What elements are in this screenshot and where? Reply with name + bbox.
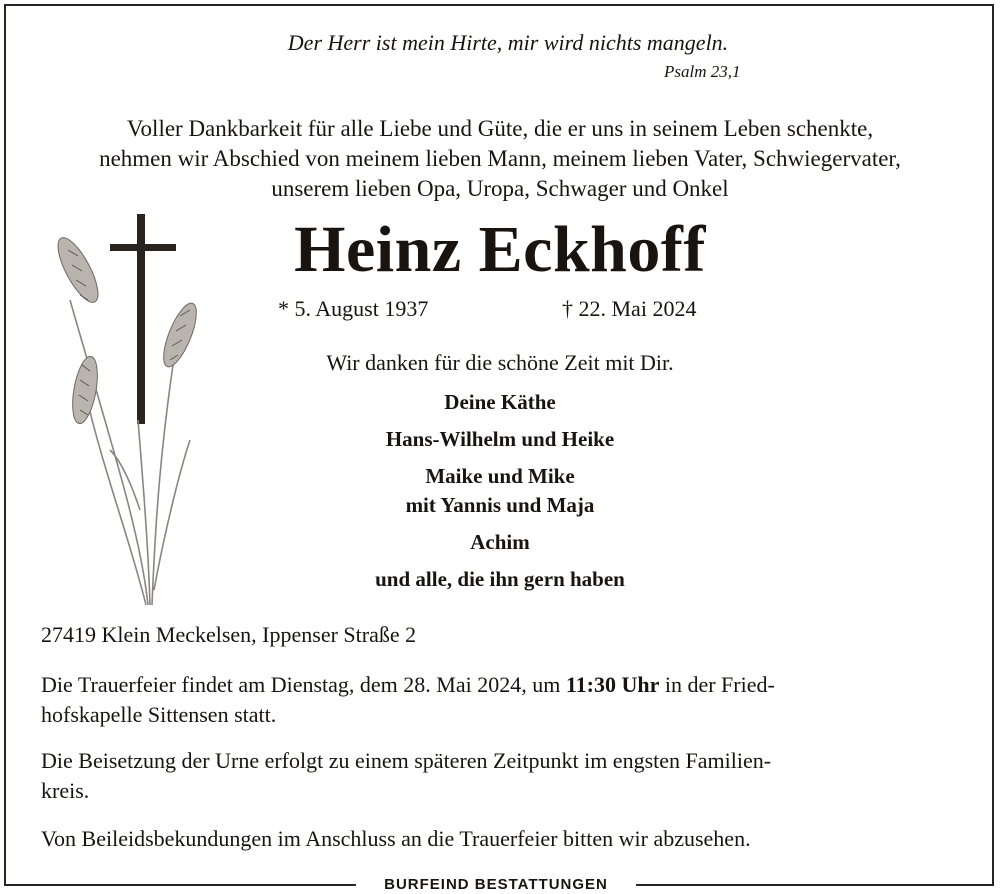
ceremony-line2: hofskapelle Sittensen statt. bbox=[41, 702, 277, 727]
burial-line1: Die Beisetzung der Urne erfolgt zu einem späteren Zeitpunkt im engsten Familien- bbox=[41, 748, 772, 773]
bible-motto: Der Herr ist mein Hirte, mir wird nichts mangeln. bbox=[287, 30, 729, 55]
ceremony-time: 11:30 Uhr bbox=[565, 672, 660, 697]
cross-icon bbox=[110, 214, 176, 424]
intro-line: nehmen wir Abschied von meinem lieben Mann, meinem lieben Vater, Schwiegervater, bbox=[99, 146, 901, 171]
cross-wheat-decoration bbox=[30, 210, 220, 610]
ceremony-info bbox=[41, 670, 921, 730]
funeral-home-logo: BURFEIND BESTATTUNGEN bbox=[384, 876, 608, 893]
burial-info bbox=[41, 746, 921, 806]
mourners-list bbox=[260, 388, 740, 594]
intro-line: Voller Dankbarkeit für alle Liebe und Güte, die er uns in seinem Leben schenkte, bbox=[126, 116, 874, 141]
condolence-note: Von Beileidsbekundungen im Anschluss an die Trauerfeier bitten wir abzusehen. bbox=[41, 826, 751, 851]
psalm-reference: Psalm 23,1 bbox=[664, 62, 741, 81]
thanks-line: Wir danken für die schöne Zeit mit Dir. bbox=[326, 350, 674, 375]
ceremony-text-cont: in der Fried- bbox=[659, 672, 775, 697]
intro-line: unserem lieben Opa, Uropa, Schwager und Onkel bbox=[271, 176, 729, 201]
mourner-entry: Deine Käthe bbox=[444, 390, 556, 414]
mourner-entry: und alle, die ihn gern haben bbox=[375, 567, 625, 591]
mourner-entry: Achim bbox=[470, 530, 530, 554]
death-date: † 22. Mai 2024 bbox=[562, 296, 697, 321]
birth-date: * 5. August 1937 bbox=[278, 296, 429, 321]
burial-line2: kreis. bbox=[41, 778, 90, 803]
intro-text bbox=[0, 114, 1000, 204]
mourner-entry: mit Yannis und Maja bbox=[405, 493, 595, 517]
deceased-name: Heinz Eckhoff bbox=[294, 213, 706, 286]
ceremony-text: Die Trauerfeier findet am Dienstag, dem 28. Mai 2024, um bbox=[41, 672, 566, 697]
mourner-entry: Maike und Mike bbox=[425, 464, 575, 488]
mourner-entry: Hans-Wilhelm und Heike bbox=[385, 427, 615, 451]
address: 27419 Klein Meckelsen, Ippenser Straße 2 bbox=[41, 622, 417, 647]
